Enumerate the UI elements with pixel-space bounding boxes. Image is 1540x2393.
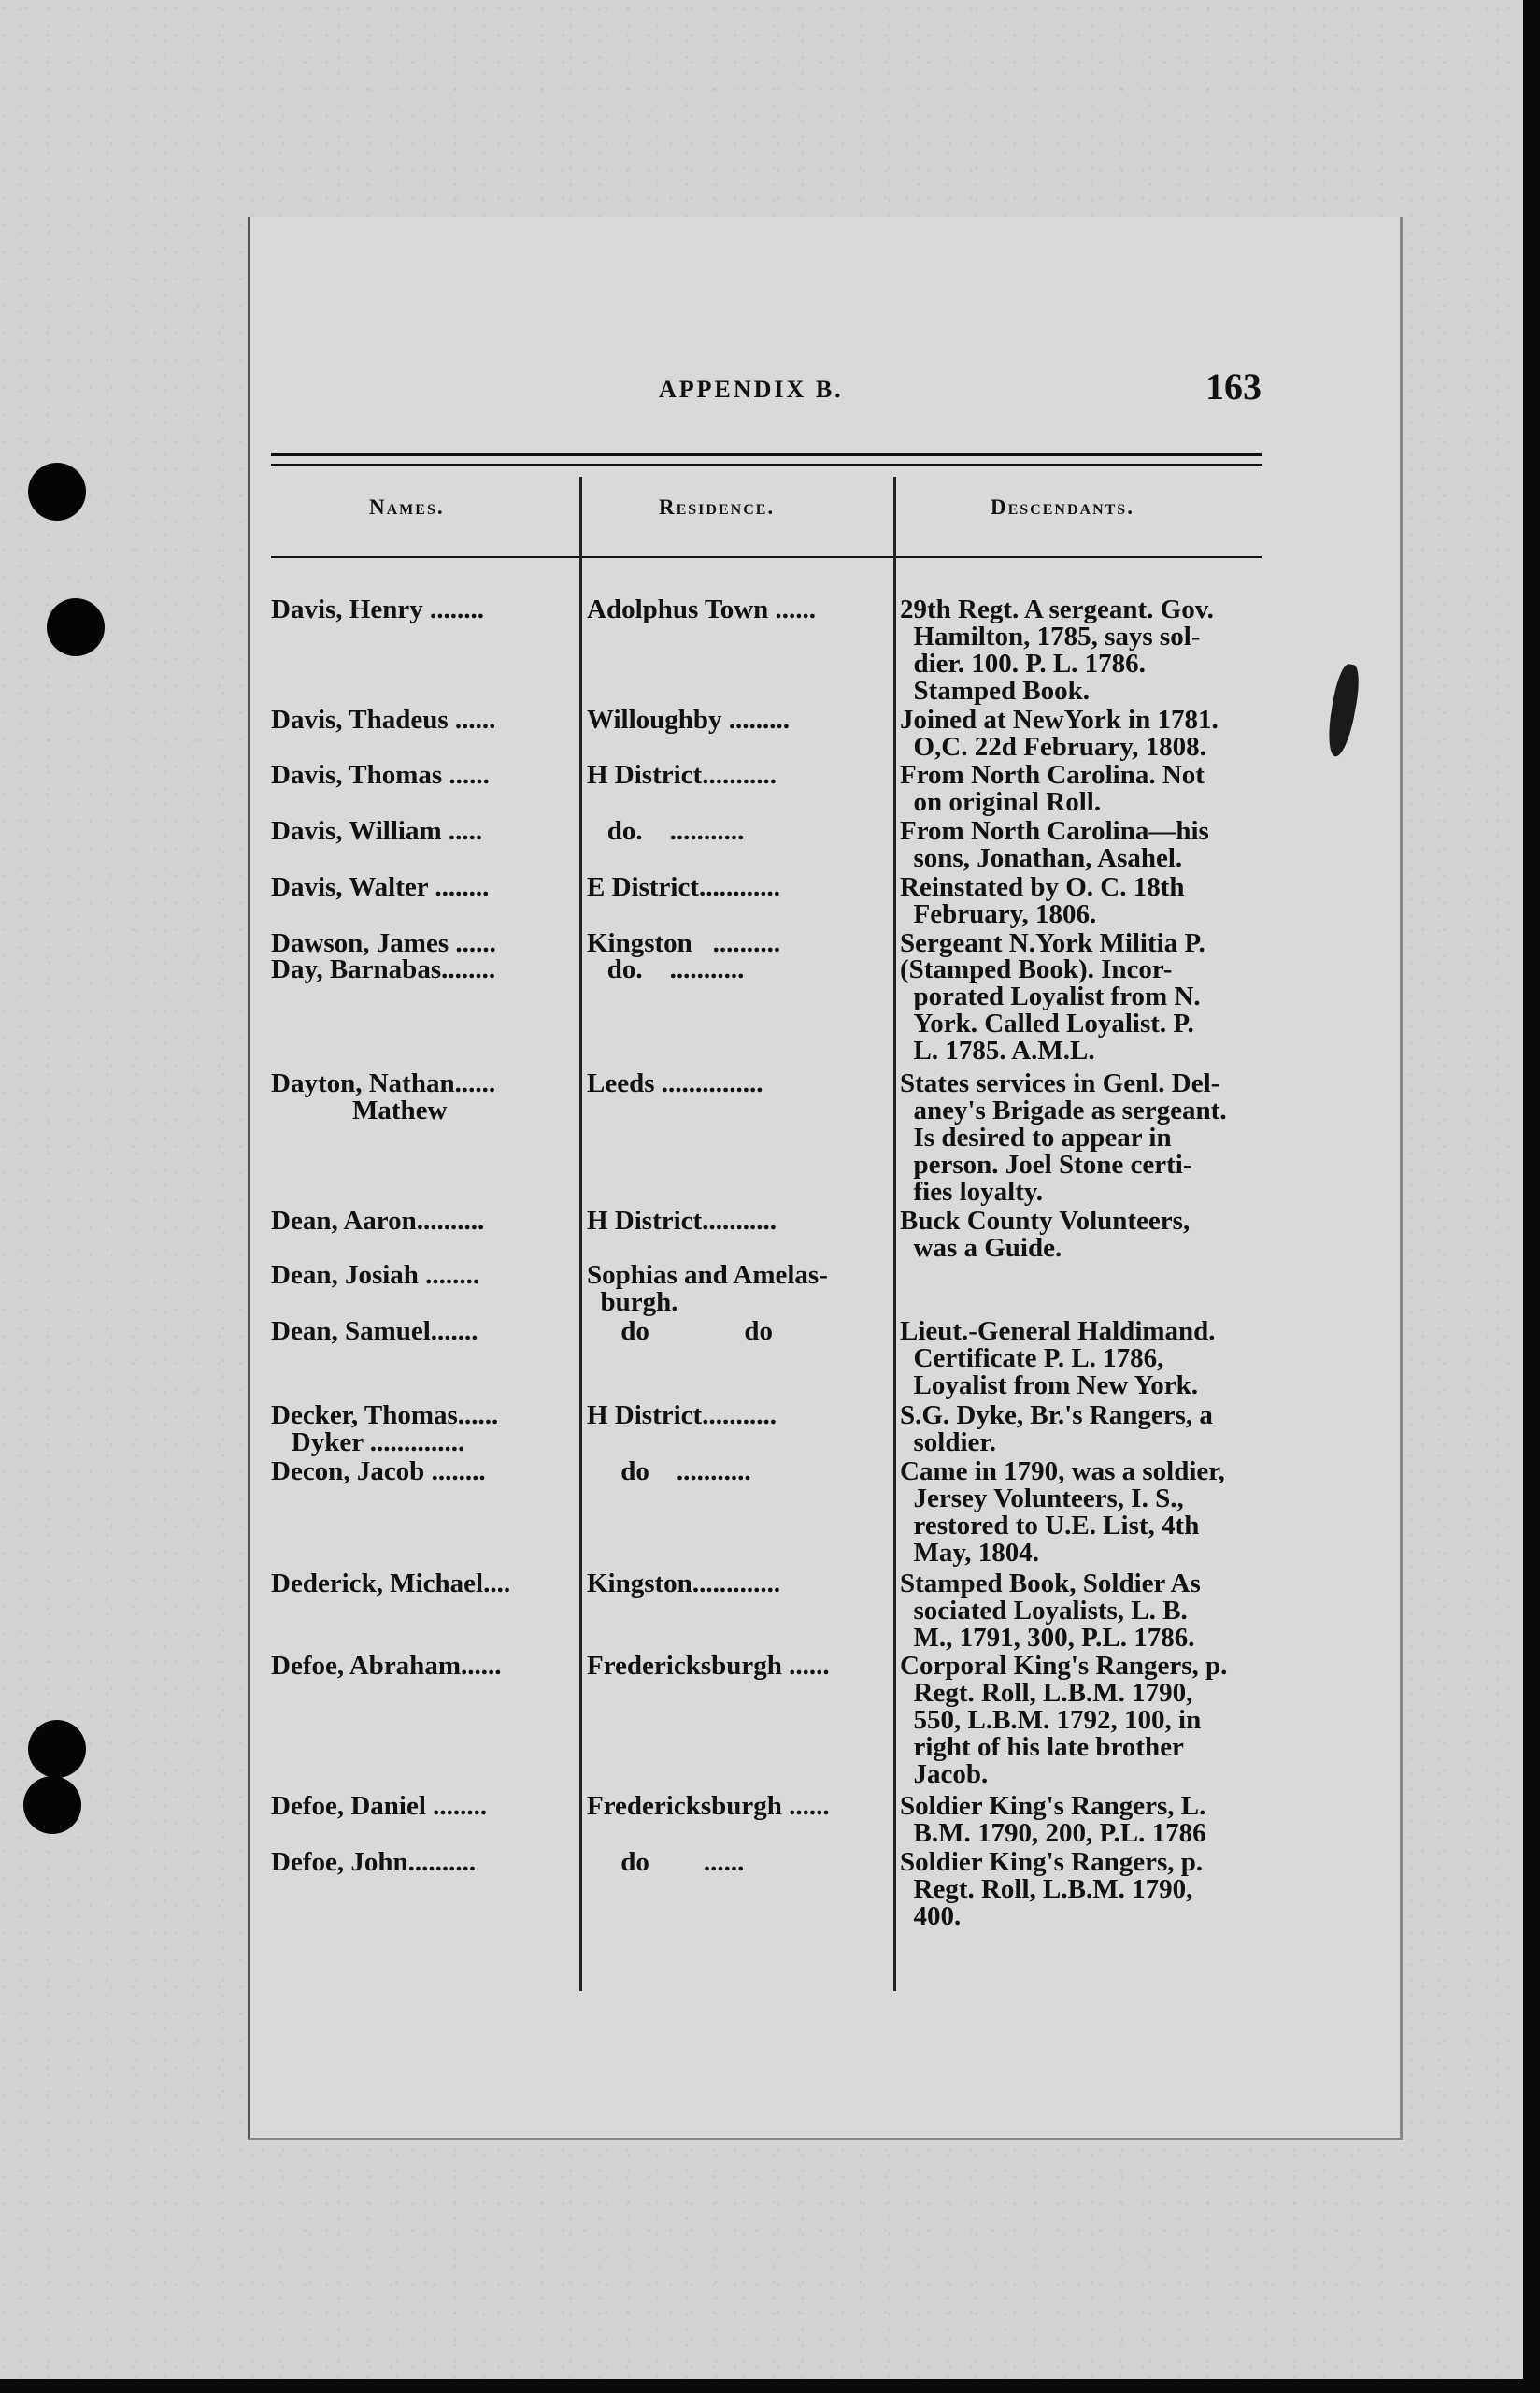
descendants-cell: From North Carolina. Not on original Roll. bbox=[900, 760, 1205, 817]
descendants-cell: Buck County Volunteers, was a Guide. bbox=[900, 1206, 1191, 1263]
descendants-cell: Soldier King's Rangers, p. Regt. Roll, L.B.M. 1790, 400. bbox=[900, 1847, 1204, 1931]
name-cell: Davis, Walter ........ bbox=[271, 872, 490, 902]
name-cell: Defoe, Daniel ........ bbox=[271, 1791, 488, 1821]
page-header bbox=[271, 365, 1271, 411]
name-cell: Dederick, Michael.... bbox=[271, 1569, 511, 1598]
punch-hole bbox=[47, 598, 105, 656]
residence-cell: Leeds ............... bbox=[587, 1068, 763, 1098]
residence-cell: Fredericksburgh ...... bbox=[587, 1651, 830, 1681]
name-cell: Davis, Thadeus ...... bbox=[271, 705, 496, 735]
punch-hole bbox=[28, 463, 86, 521]
name-cell: Dean, Josiah ........ bbox=[271, 1260, 480, 1290]
descendants-cell: S.G. Dyke, Br.'s Rangers, a soldier. bbox=[900, 1400, 1213, 1457]
punch-hole bbox=[28, 1720, 86, 1778]
header-rule bbox=[271, 453, 1262, 456]
descendants-cell: Stamped Book, Soldier As sociated Loyalists, L. B. M., 1791, 300, P.L. 1786. bbox=[900, 1569, 1201, 1653]
name-cell: Dawson, James ...... bbox=[271, 928, 496, 958]
descendants-cell: Lieut.-General Haldimand. Certificate P. L. 1786, Loyalist from New York. bbox=[900, 1316, 1216, 1400]
name-cell: Defoe, Abraham...... bbox=[271, 1651, 502, 1681]
name-cell: Day, Barnabas........ bbox=[271, 954, 496, 984]
residence-cell: do ........... bbox=[587, 1456, 751, 1486]
residence-cell: Kingston............. bbox=[587, 1569, 781, 1598]
column-header-names: Names. bbox=[369, 495, 445, 519]
page-number: 163 bbox=[1205, 365, 1262, 408]
residence-cell: do. ........... bbox=[587, 954, 745, 984]
name-cell: Defoe, John.......... bbox=[271, 1847, 477, 1877]
descendants-cell: Soldier King's Rangers, L. B.M. 1790, 200, P.L. 1786 bbox=[900, 1791, 1206, 1848]
column-divider bbox=[579, 477, 582, 1991]
residence-cell: do. ........... bbox=[587, 816, 745, 846]
residence-cell: H District........... bbox=[587, 1206, 777, 1236]
descendants-cell: Reinstated by O. C. 18th February, 1806. bbox=[900, 872, 1185, 929]
descendants-cell: Corporal King's Rangers, p. Regt. Roll, L.B.M. 1790, 550, L.B.M. 1792, 100, in right of his late brother Jacob. bbox=[900, 1651, 1228, 1789]
column-header-descendants: Descendants. bbox=[991, 495, 1134, 519]
name-cell: Decon, Jacob ........ bbox=[271, 1456, 486, 1486]
descendants-cell: From North Carolina—his sons, Jonathan, Asahel. bbox=[900, 816, 1209, 873]
name-cell: Davis, Thomas ...... bbox=[271, 760, 490, 790]
name-cell: Davis, Henry ........ bbox=[271, 595, 484, 624]
column-header-rule bbox=[271, 556, 1262, 558]
residence-cell: do do bbox=[587, 1316, 774, 1346]
name-cell: Decker, Thomas...... Dyker .............. bbox=[271, 1400, 499, 1457]
residence-cell: do ...... bbox=[587, 1847, 745, 1877]
descendants-cell: States services in Genl. Del- aney's Brigade as sergeant. Is desired to appear in person. Joel Stone certi- fies loyalty. bbox=[900, 1068, 1227, 1207]
header-rule bbox=[271, 464, 1262, 466]
residence-cell: Kingston .......... bbox=[587, 928, 781, 958]
name-cell: Davis, William ..... bbox=[271, 816, 483, 846]
residence-cell: H District........... bbox=[587, 1400, 777, 1430]
name-cell: Dean, Aaron.......... bbox=[271, 1206, 485, 1236]
residence-cell: H District........... bbox=[587, 760, 777, 790]
descendants-cell: Joined at NewYork in 1781. O,C. 22d February, 1808. bbox=[900, 705, 1219, 762]
descendants-cell: (Stamped Book). Incor- porated Loyalist from N. York. Called Loyalist. P. L. 1785. A.M.L. bbox=[900, 954, 1201, 1066]
residence-cell: E District............ bbox=[587, 872, 780, 902]
column-header-residence: Residence. bbox=[659, 495, 776, 519]
descendants-cell: Came in 1790, was a soldier, Jersey Volunteers, I. S., restored to U.E. List, 4th May, 1804. bbox=[900, 1456, 1225, 1568]
residence-cell: Adolphus Town ...... bbox=[587, 595, 817, 624]
residence-cell: Sophias and Amelas- burgh. bbox=[587, 1260, 828, 1317]
running-head: APPENDIX B. bbox=[659, 376, 844, 403]
name-cell: Dean, Samuel....... bbox=[271, 1316, 478, 1346]
residence-cell: Fredericksburgh ...... bbox=[587, 1791, 830, 1821]
descendants-cell: Sergeant N.York Militia P. bbox=[900, 928, 1205, 958]
column-divider bbox=[893, 477, 896, 1991]
residence-cell: Willoughby ......... bbox=[587, 705, 791, 735]
name-cell: Dayton, Nathan...... Mathew bbox=[271, 1068, 496, 1125]
descendants-cell: 29th Regt. A sergeant. Gov. Hamilton, 1785, says sol- dier. 100. P. L. 1786. Stamped Book. bbox=[900, 595, 1214, 706]
punch-hole bbox=[23, 1776, 81, 1834]
